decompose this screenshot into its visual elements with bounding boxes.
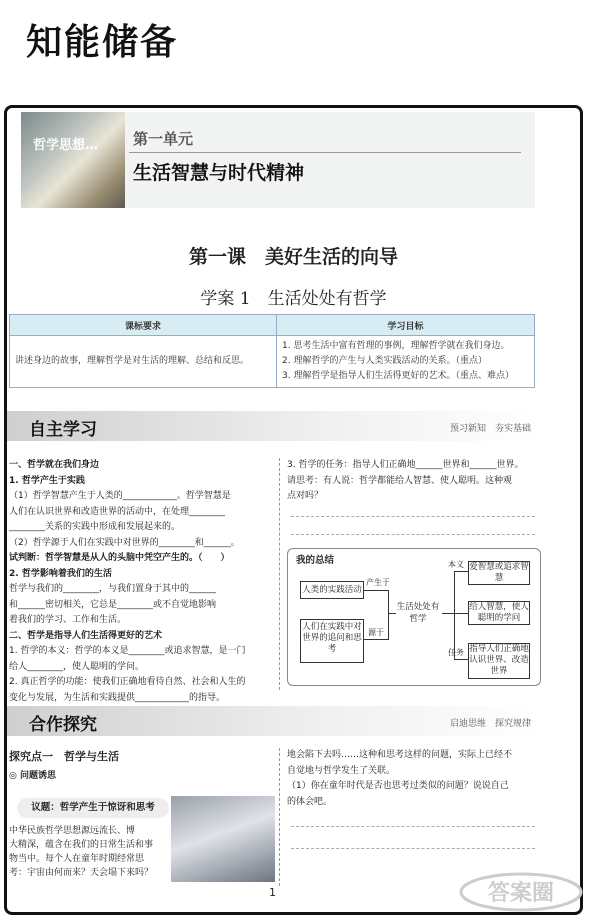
- node-r1: 爱智慧或追求智慧: [469, 562, 529, 583]
- connector: [388, 590, 389, 640]
- column-divider: [279, 748, 280, 886]
- section-self-study: 自主学习 预习新知 夯实基础: [7, 411, 537, 441]
- node-r3: 指导人们正确地认识世界、改造世界: [468, 643, 530, 679]
- answer-line: [291, 826, 535, 827]
- answer-line: [291, 848, 535, 849]
- requirement-cell: 讲述身边的故事，理解哲学是对生活的理解、总结和反思。: [10, 336, 277, 388]
- page-header: 知能储备: [26, 22, 179, 63]
- topic-pill: 议题：哲学产生于惊讶和思考: [17, 798, 169, 818]
- section-cooperative: 合作探究 启迪思维 探究规律: [7, 706, 537, 736]
- node-practice: 人类的实践活动: [300, 581, 364, 599]
- watermark-graphic: [457, 870, 585, 918]
- column-divider: [279, 458, 280, 690]
- node-center: 生活处处有哲学: [396, 601, 440, 627]
- connector: [454, 571, 468, 572]
- connector: [454, 613, 468, 614]
- unit-theme: 生活智慧与时代精神: [133, 162, 305, 184]
- lesson-title: 第一课 美好生活的向导: [188, 246, 398, 268]
- connector: [364, 639, 388, 640]
- node-inquiry: 人们在实践中对世界的追问和思考: [300, 619, 364, 663]
- connector: [454, 571, 455, 659]
- connector: [442, 613, 454, 614]
- goals-table: [9, 314, 535, 388]
- goal-header-requirement: 课标要求: [10, 315, 277, 336]
- passage: 中华民族哲学思想源远流长、博 大精深，蕴含在我们的日常生活和事 物当中。每个人在童年时期经常思 考：宇宙由何而来？天会塌下来吗？: [9, 826, 154, 878]
- summary-title: 我的总结: [296, 555, 335, 566]
- connector: [364, 590, 388, 591]
- question-intro: ◎ 问题诱思: [9, 771, 57, 781]
- starry-photo: [171, 796, 275, 882]
- answer-line: [291, 516, 535, 517]
- answer-line: [291, 534, 535, 535]
- svg-text:答案圈: 答案圈: [487, 881, 555, 906]
- textbook-page: [4, 105, 583, 915]
- explore-point: 探究点一 哲学与生活: [9, 750, 119, 763]
- unit-label: 第一单元: [133, 130, 194, 148]
- connector: [388, 613, 396, 614]
- case-title: 学案 1 生活处处有哲学: [200, 289, 387, 309]
- connector: [454, 659, 468, 660]
- self-study-left: 一、哲学就在我们身边 1. 哲学产生于实践 （1）哲学智慧产生于人类的____________。哲学智慧是 人们在认识世界和改造世界的活动中，在处理________ ________关系的实践中形成和发展起来的。 （2）哲学源于人们在实践中对世界的________和______。 试判断：哲学智慧是从人的头脑中凭空产生的。（ ） 2. 哲学影响着我们的生活 哲学与我们的________，与我们置身于其中的______ 和______密切相关，它总是________或不自觉地影响 着我们的学习、工作和生活。 二、哲学是指导人们生活得更好的艺术 1. 哲学的本义：哲学的本义是________或追求智慧，是一门 给人________，使人聪明的学问。 2. 真正哲学的功能：使我们正确地看待自然、社会和人生的 变化与发展，为生活和实践提供____________的指导。: [9, 460, 246, 703]
- node-r2: 给人智慧，使人聪明的学问: [469, 602, 529, 623]
- watermark-logo: [457, 870, 589, 920]
- banner-image: 哲学思想…: [21, 112, 125, 208]
- explore-right: 地会陷下去吗……这种和思考这样的问题，实际上已经不 自觉地与哲学发生了关联。 （1）你在童年时代是否也思考过类似的问题？说说自己 的体会吧。: [287, 750, 513, 807]
- self-study-right: 3. 哲学的任务：指导人们正确地______世界和______世界。 请思考：有人说：哲学都能给人智慧、使人聪明。这种观 点对吗？: [287, 460, 524, 501]
- goal-header-objective: 学习目标: [277, 315, 535, 336]
- objective-cell: 1. 思考生活中富有哲理的事例，理解哲学就在我们身边。 2. 理解哲学的产生与人类实践活动的关系。（重点） 3. 理解哲学是指导人们生活得更好的艺术。（重点、难点）: [277, 336, 535, 388]
- page-number: 1: [269, 886, 276, 899]
- divider: [129, 152, 521, 153]
- summary-box: 我的总结 人类的实践活动 人们在实践中对世界的追问和思考 产生于 源于 生活处处有哲学 本义 任务 爱智慧或追求智慧 给人智慧，使人聪明的学问 指导人们正确地认识世界、改造世界: [287, 548, 541, 686]
